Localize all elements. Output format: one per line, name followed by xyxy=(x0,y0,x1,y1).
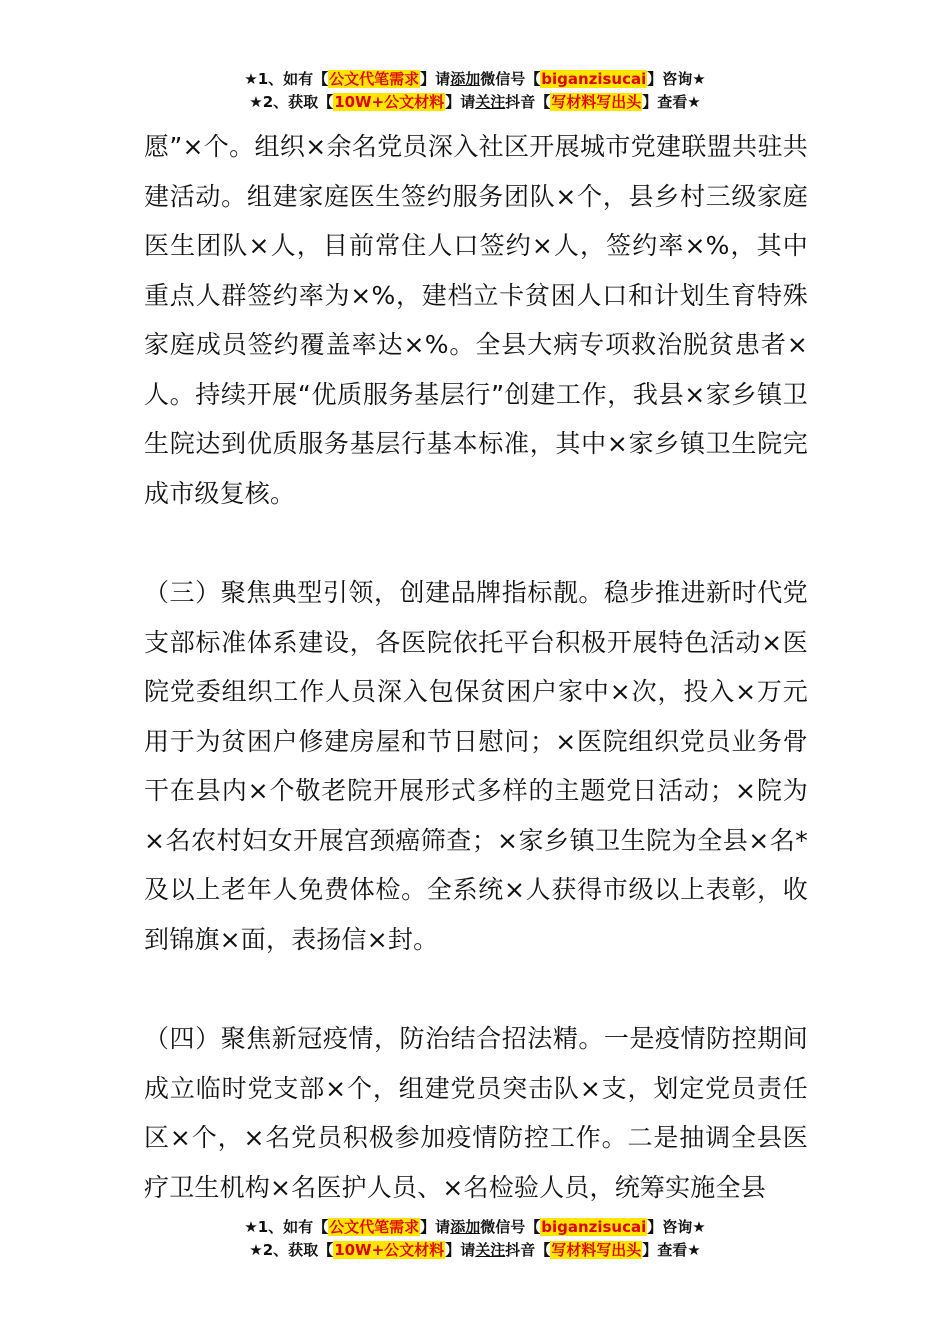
highlight-materials: 10W+公文材料 xyxy=(334,93,445,111)
highlight-wechat-id: biganzisucai xyxy=(541,70,647,88)
highlight-service: 公文代笔需求 xyxy=(329,70,420,88)
banner-line-2: ★2、获取【10W+公文材料】请关注抖音【写材料写出头】查看★ xyxy=(249,1241,701,1259)
banner-line-1: ★1、如有【公文代笔需求】请添加微信号【biganzisucai】咨询★ xyxy=(244,70,706,88)
highlight-douyin: 写材料写出头 xyxy=(551,1241,642,1259)
paragraph-2: （三）聚焦典型引领，创建品牌指标靓。稳步推进新时代党支部标准体系建设，各医院依托平台积极开展特色活动×医院党委组织工作人员深入包保贫困户家中×次，投入×万元用于为贫困户修建房屋和节日慰问；×医院组织党员业务骨干在县内×个敬老院开展形式多样的主题党日活动；×院为×名农村妇女开展宫颈癌筛查；×家乡镇卫生院为全县×名*及以上老年人免费体检。全系统×人获得市级以上表彰，收到锦旗×面，表扬信×封。 xyxy=(144,578,808,954)
highlight-douyin: 写材料写出头 xyxy=(551,93,642,111)
paragraph-1: 愿”×个。组织×余名党员深入社区开展城市党建联盟共驻共建活动。组建家庭医生签约服务团队×个，县乡村三级家庭医生团队×人，目前常住人口签约×人，签约率×%，其中重点人群签约率为×%，建档立卡贫困人口和计划生育特殊家庭成员签约覆盖率达×%。全县大病专项救治脱贫患者×人。持续开展“优质服务基层行”创建工作，我县×家乡镇卫生院达到优质服务基层行基本标准，其中×家乡镇卫生院完成市级复核。 xyxy=(144,132,808,508)
document-body xyxy=(144,122,808,1212)
highlight-materials: 10W+公文材料 xyxy=(334,1241,445,1259)
highlight-service: 公文代笔需求 xyxy=(329,1218,420,1236)
header-banner xyxy=(0,68,950,114)
paragraph-3: （四）聚焦新冠疫情，防治结合招法精。一是疫情防控期间成立临时党支部×个，组建党员突击队×支，划定党员责任区×个，×名党员积极参加疫情防控工作。二是抽调全县医疗卫生机构×名医护人员、×名检验人员，统筹实施全县 xyxy=(144,1024,808,1202)
highlight-wechat-id: biganzisucai xyxy=(541,1218,647,1236)
banner-line-2: ★2、获取【10W+公文材料】请关注抖音【写材料写出头】查看★ xyxy=(249,93,701,111)
banner-line-1: ★1、如有【公文代笔需求】请添加微信号【biganzisucai】咨询★ xyxy=(244,1218,706,1236)
footer-banner xyxy=(0,1216,950,1262)
